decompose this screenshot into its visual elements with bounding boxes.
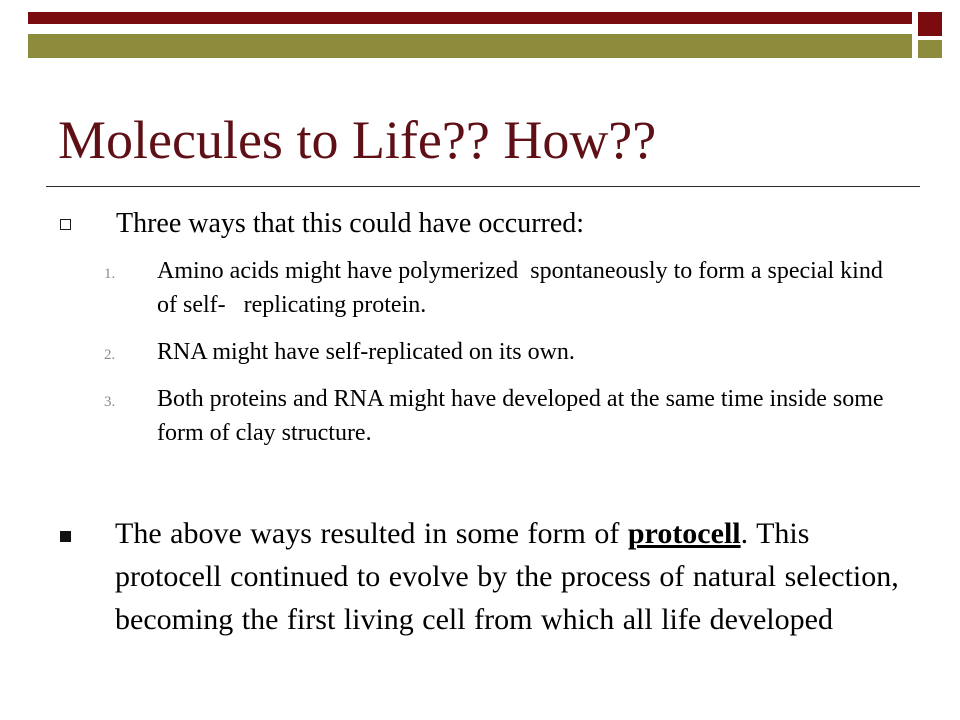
list-item bbox=[104, 254, 904, 322]
list-item-number: 1. bbox=[104, 266, 116, 282]
bullet-2-text-before: The above ways resulted in some form of bbox=[115, 517, 628, 550]
list-item bbox=[104, 382, 904, 450]
bullet-2-text-after: . This protocell continued to evolve by the process of natural selection, becoming the first living cell from which all life developed bbox=[115, 517, 899, 636]
filled-square-bullet-icon bbox=[60, 531, 71, 542]
title-divider bbox=[46, 186, 920, 187]
hollow-square-bullet-icon bbox=[60, 219, 71, 230]
corner-square-red bbox=[918, 12, 942, 36]
bullet-point-2 bbox=[60, 512, 920, 641]
bullet-2-text bbox=[60, 512, 920, 641]
numbered-list bbox=[104, 254, 904, 463]
corner-square-olive bbox=[918, 40, 942, 58]
list-item-text: Both proteins and RNA might have developed at the same time inside some form of clay structure. bbox=[157, 386, 884, 446]
protocell-keyword: protocell bbox=[627, 517, 741, 550]
list-item-text: RNA might have self-replicated on its own. bbox=[157, 339, 575, 365]
list-item bbox=[104, 335, 904, 369]
list-item-number: 2. bbox=[104, 347, 116, 363]
top-accent-bar-olive bbox=[28, 34, 912, 58]
top-accent-bar-red bbox=[28, 12, 912, 24]
list-item-number: 3. bbox=[104, 394, 116, 410]
slide-title: Molecules to Life?? How?? bbox=[58, 110, 657, 170]
bullet-1-text: Three ways that this could have occurred: bbox=[116, 208, 585, 239]
list-item-text: Amino acids might have polymerized spontaneously to form a special kind of self- replicating protein. bbox=[157, 258, 889, 318]
